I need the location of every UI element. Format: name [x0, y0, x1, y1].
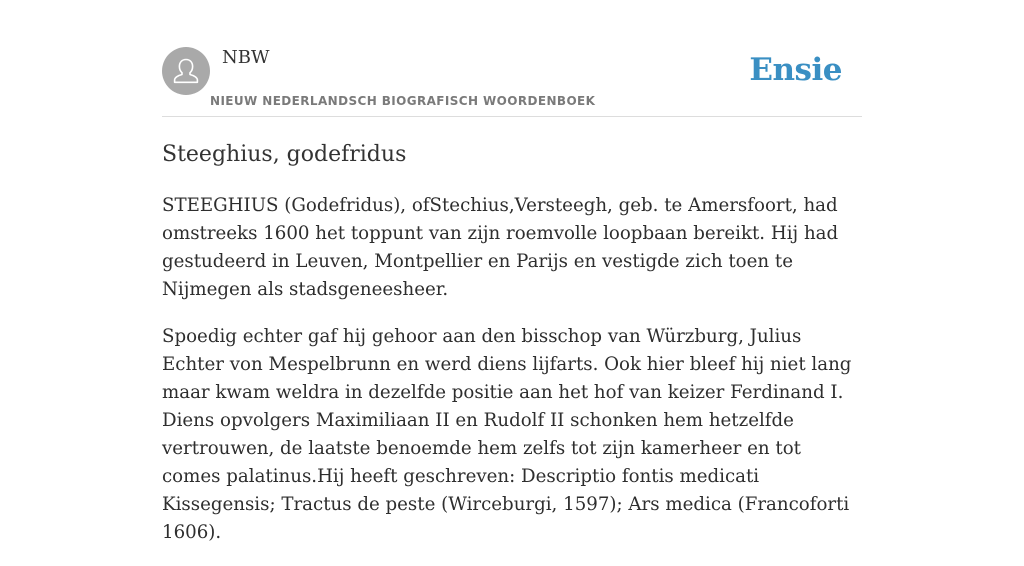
source-subtitle: NIEUW NEDERLANDSCH BIOGRAFISCH WOORDENBOEK	[210, 94, 596, 108]
source-name[interactable]: NBW	[222, 47, 270, 68]
article-body	[162, 192, 864, 566]
source-avatar[interactable]	[162, 47, 210, 95]
user-icon	[162, 47, 210, 95]
brand-logo[interactable]: Ensie	[749, 52, 842, 88]
page-title: Steeghius, godefridus	[162, 142, 407, 167]
source-header	[162, 45, 862, 117]
article-paragraph: STEEGHIUS (Godefridus), ofStechius,Versteegh, geb. te Amersfoort, had omstreeks 1600 het toppunt van zijn roemvolle loopbaan bereikt. Hij had gestudeerd in Leuven, Montpellier en Parijs en vestigde zich toen te Nijmegen als stadsgeneesheer.	[162, 195, 839, 300]
article-paragraph: Spoedig echter gaf hij gehoor aan den bisschop van Würzburg, Julius Echter von Mespelbrunn en werd diens lijfarts. Ook hier bleef hij niet lang maar kwam weldra in dezelfde positie aan het hof van keizer Ferdinand I. Diens opvolgers Maximiliaan II en Rudolf II schonken hem hetzelfde vertrouwen, de laatste benoemde hem zelfs tot zijn kamerheer en tot comes palatinus.Hij heeft geschreven: Descriptio fontis medicati Kissegensis; Tractus de peste (Wirceburgi, 1597); Ars medica (Francoforti 1606).	[162, 326, 852, 543]
